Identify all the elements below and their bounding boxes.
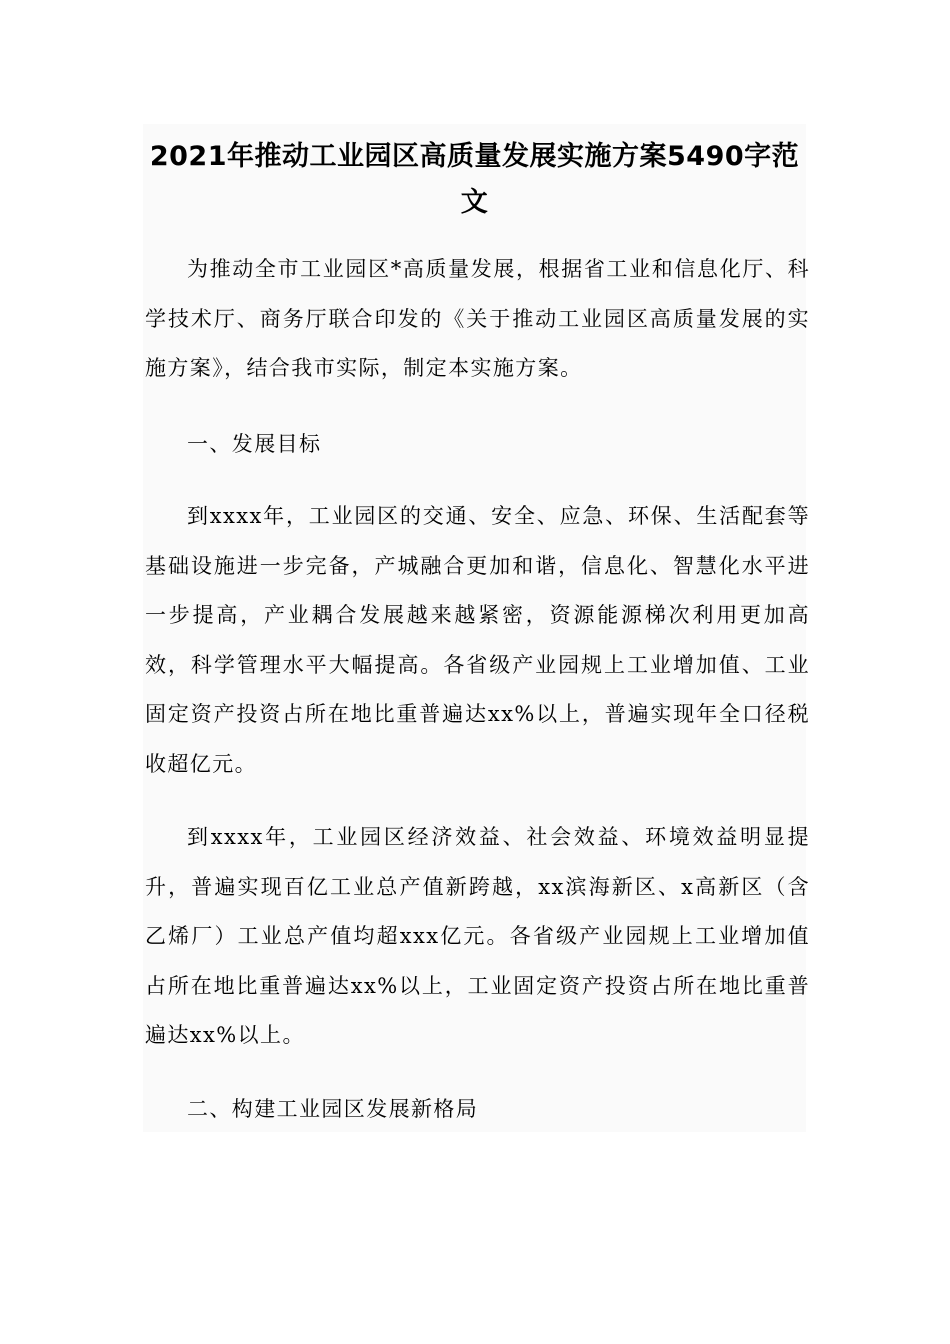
section-heading-layout: 二、构建工业园区发展新格局	[187, 1097, 479, 1121]
goals-paragraph-2: 到xxxx年，工业园区经济效益、社会效益、环境效益明显提升，普遍实现百亿工业总产值新跨越，xx滨海新区、x高新区（含乙烯厂）工业总产值均超xxx亿元。各省级产业园规上工业增加值占所在地比重普遍达xx%以上，工业固定资产投资占所在地比重普遍达xx%以上。	[145, 825, 810, 1047]
document-title: 2021年推动工业园区高质量发展实施方案5490字范文	[149, 141, 800, 218]
intro-paragraph: 为推动全市工业园区*高质量发展，根据省工业和信息化厅、科学技术厅、商务厅联合印发的《关于推动工业园区高质量发展的实施方案》，结合我市实际，制定本实施方案。	[145, 257, 810, 380]
goals-paragraph-1: 到xxxx年，工业园区的交通、安全、应急、环保、生活配套等基础设施进一步完备，产城融合更加和谐，信息化、智慧化水平进一步提高，产业耦合发展越来越紧密，资源能源梯次利用更加高效，科学管理水平大幅提高。各省级产业园规上工业增加值、工业固定资产投资占所在地比重普遍达xx%以上，普遍实现年全口径税收超亿元。	[145, 504, 810, 776]
section-heading-goals: 一、发展目标	[187, 432, 322, 456]
